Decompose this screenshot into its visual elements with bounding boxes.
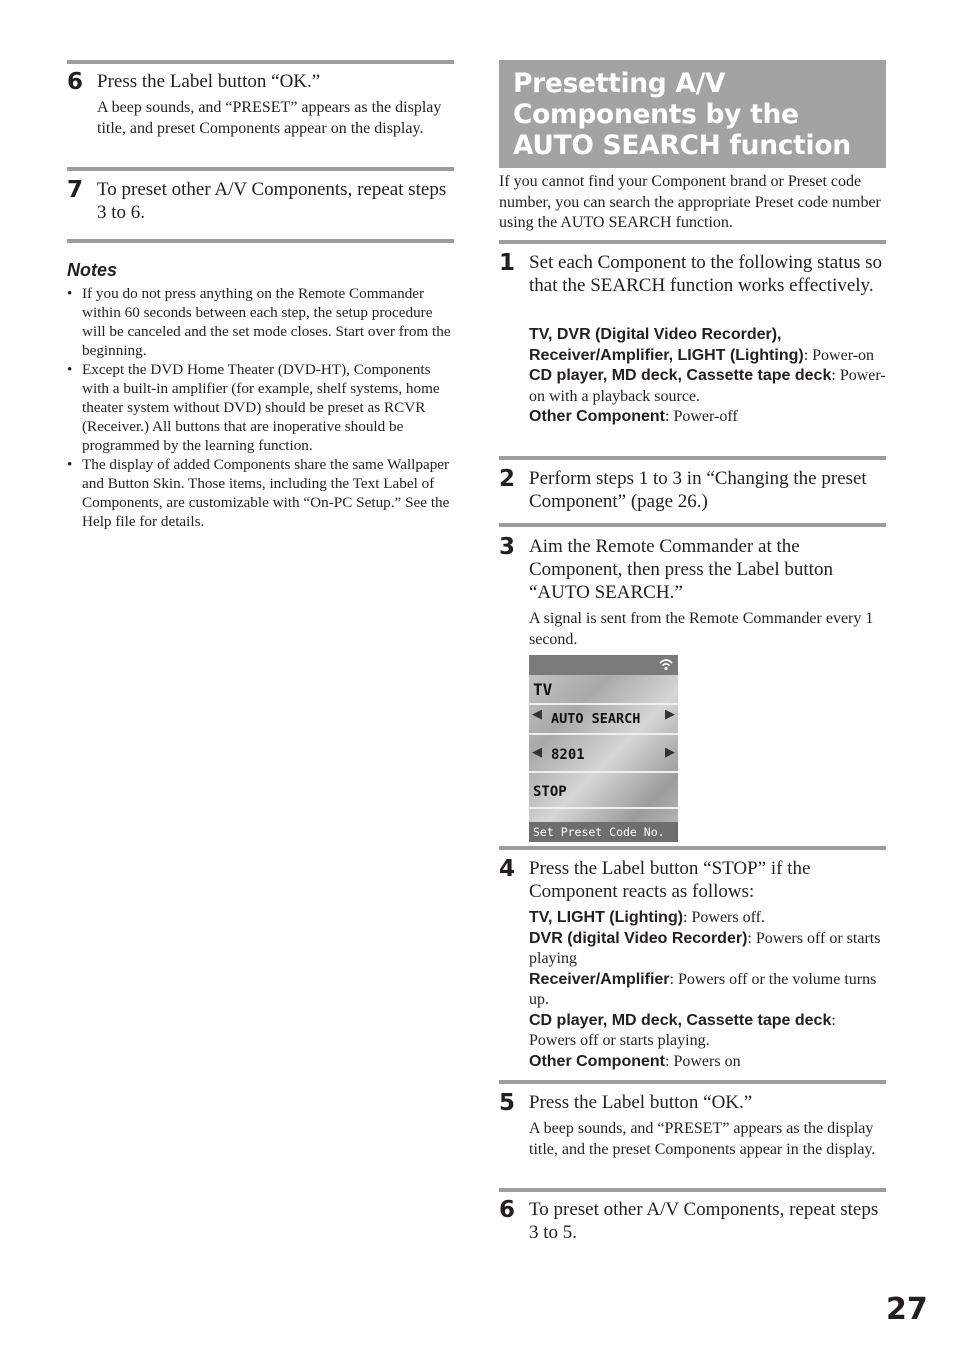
divider: [529, 771, 678, 773]
reaction-text: Powers off or starts playing.: [529, 1032, 710, 1049]
notes-list: [67, 284, 454, 531]
step-body: TV, DVR (Digital Video Recorder), Receiver/Amplifier, LIGHT (Lighting): Power-on CD player, MD deck, Cassette tape deck: Power-on with a playback source. Other Component: Power-off: [529, 326, 886, 425]
step-number: 2: [499, 466, 516, 492]
step-heading: Set each Component to the following status so that the SEARCH function works effectively.: [529, 252, 883, 296]
divider: [67, 239, 454, 243]
step-body: A beep sounds, and “PRESET” appears as the display title, and preset Components appear on the display.: [97, 99, 442, 137]
condition-label: CD player, MD deck, Cassette tape deck: [529, 367, 832, 384]
stop-button[interactable]: STOP: [533, 784, 567, 800]
left-arrow-icon[interactable]: ◀: [532, 707, 542, 722]
page-number: 27: [886, 1292, 928, 1327]
preset-code: 8201: [551, 747, 585, 763]
condition-text: Power-on with a playback source.: [529, 367, 886, 405]
step-number: 4: [499, 856, 516, 882]
condition-label: Other Component: [529, 408, 665, 425]
divider: [499, 846, 886, 850]
right-arrow-icon[interactable]: ▶: [665, 707, 675, 722]
divider: [499, 456, 886, 460]
divider: [499, 523, 886, 527]
step-heading: To preset other A/V Components, repeat steps 3 to 5.: [529, 1199, 879, 1243]
divider: [499, 1188, 886, 1192]
mode-label[interactable]: AUTO SEARCH: [551, 711, 641, 727]
step-number: 1: [499, 250, 516, 276]
step-number: 6: [67, 69, 84, 95]
divider: [67, 60, 454, 64]
reaction-label: TV, LIGHT (Lighting): [529, 909, 684, 926]
reaction-text: Powers off or starts playing: [529, 929, 881, 967]
reaction-label: Receiver/Amplifier: [529, 970, 670, 988]
note-item: • If you do not press anything on the Remote Commander within 60 seconds between each step, the setup procedure will be canceled and the set mode closes. Start over from the beginning.: [67, 284, 454, 360]
note-item: • The display of added Components share the same Wallpaper and Button Skin. Those items, including the Text Label of Components, are customizable with “On-PC Setup.” See the Help file for details.: [67, 455, 454, 531]
condition-text: Power-off: [673, 408, 738, 425]
right-arrow-icon[interactable]: ▶: [665, 745, 675, 760]
divider: [499, 240, 886, 244]
intro-paragraph: If you cannot find your Component brand or Preset code number, you can search the appropriate Preset code number using the AUTO SEARCH function.: [499, 173, 881, 231]
reaction-label: DVR (digital Video Recorder): [529, 929, 748, 947]
step-number: 6: [499, 1197, 516, 1223]
step-heading: Aim the Remote Commander at the Component, then press the Label button “AUTO SEARCH.”: [529, 536, 833, 603]
notes-title: Notes: [67, 260, 118, 280]
step-number: 3: [499, 534, 516, 560]
display-status-bar: Set Preset Code No.: [529, 822, 678, 842]
condition-label: TV, DVR (Digital Video Recorder), Receiver/Amplifier, LIGHT (Lighting): [529, 326, 804, 364]
left-arrow-icon[interactable]: ◀: [532, 745, 542, 760]
step-body: A beep sounds, and “PRESET” appears as the display title, and the preset Components appear in the display.: [529, 1120, 876, 1158]
reaction-label: CD player, MD deck, Cassette tape deck: [529, 1011, 832, 1029]
remote-display-screen: [529, 655, 678, 842]
display-title: TV: [533, 680, 553, 699]
step-heading: Press the Label button “OK.”: [529, 1092, 753, 1113]
note-item: • Except the DVD Home Theater (DVD-HT), Components with a built-in amplifier (for example, shelf systems, home theater system without DVD) should be preset as RCVR (Receiver.) All buttons that are inoperative should be programmed by the learning function.: [67, 360, 454, 455]
step-number: 5: [499, 1090, 516, 1116]
divider: [529, 807, 678, 809]
condition-text: Power-on: [812, 346, 875, 364]
display-top-bar: [529, 655, 678, 675]
step-body: A signal is sent from the Remote Commander every 1 second.: [529, 610, 874, 648]
divider: [499, 1080, 886, 1084]
step-heading: To preset other A/V Components, repeat steps 3 to 6.: [97, 179, 447, 223]
wireless-signal-icon: [658, 657, 674, 676]
step-heading: Press the Label button “OK.”: [97, 71, 321, 92]
reaction-text: Powers off or the volume turns up.: [529, 970, 877, 1008]
divider: [67, 167, 454, 171]
section-title: Presetting A/V Components by the AUTO SEARCH function: [513, 68, 851, 161]
divider: [529, 733, 678, 735]
reaction-text: Powers off.: [691, 909, 765, 926]
reaction-label: Other Component: [529, 1052, 665, 1070]
step-heading: Perform steps 1 to 3 in “Changing the preset Component” (page 26.): [529, 468, 867, 512]
section-title-box: [499, 60, 886, 168]
step-number: 7: [67, 177, 84, 203]
step-body: TV, LIGHT (Lighting): Powers off. DVR (digital Video Recorder): Powers off or starts playing Receiver/Amplifier: Powers off or the volume turns up. CD player, MD deck, Cassette tape deck: Powers off or starts playing. Other Component: Powers on: [529, 909, 881, 1070]
reaction-text: Powers on: [673, 1052, 741, 1070]
step-heading: Press the Label button “STOP” if the Component reacts as follows:: [529, 858, 811, 902]
